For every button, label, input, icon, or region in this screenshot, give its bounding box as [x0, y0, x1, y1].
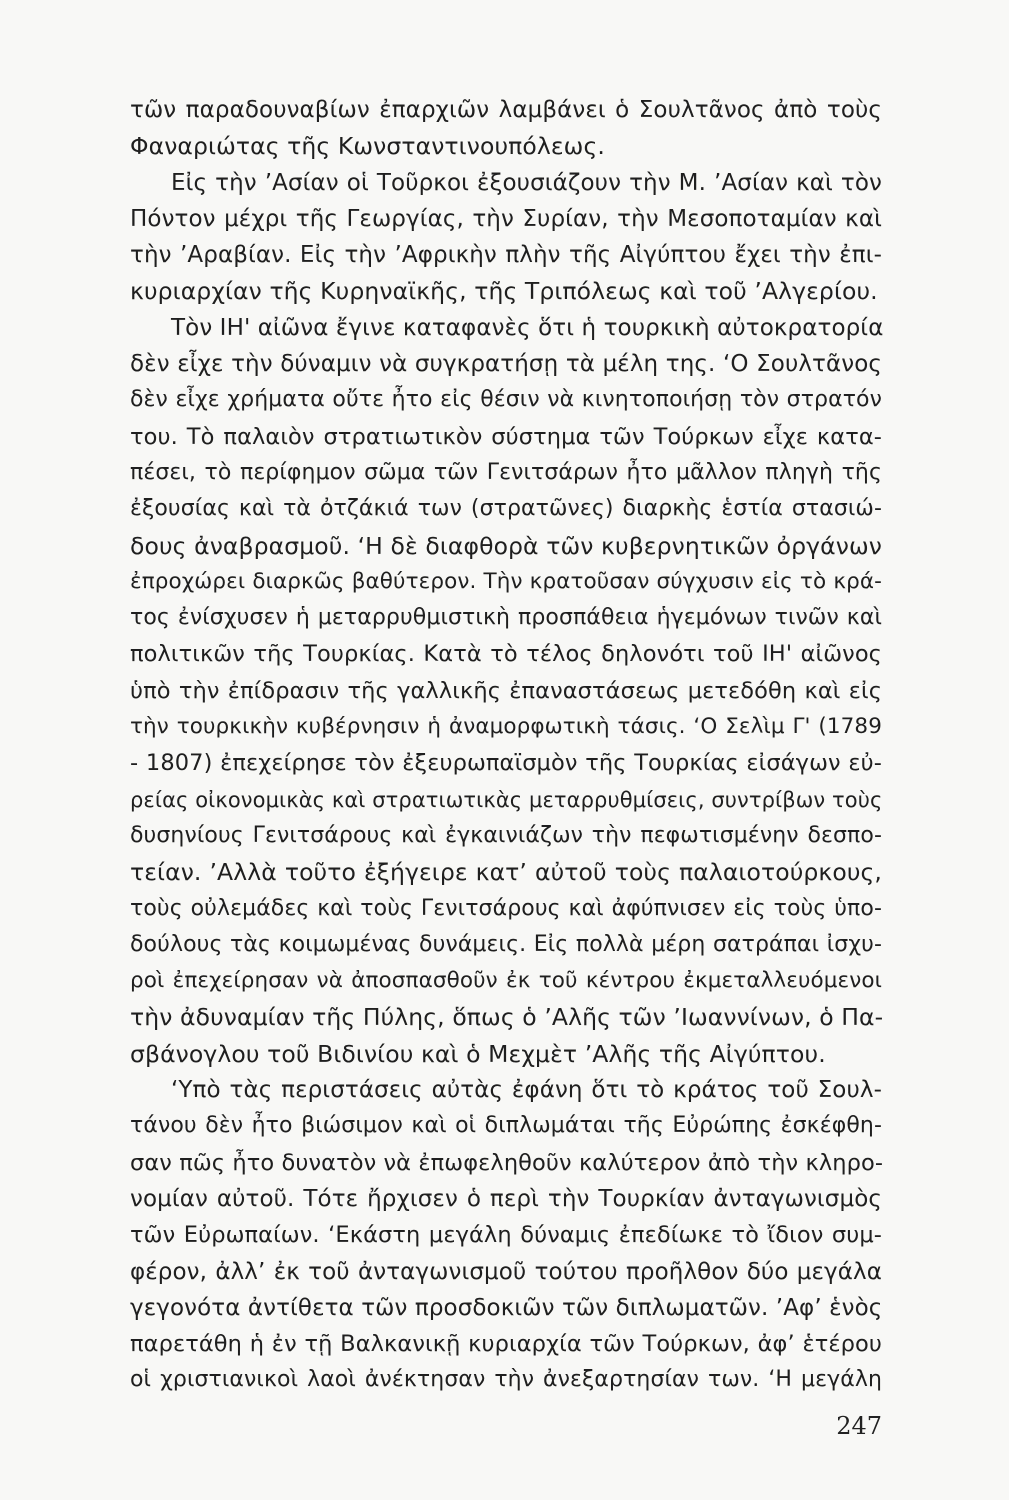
- text-line: παρετάθη ἡ ἐν τῇ Βαλκανικῇ κυριαρχία τῶν Τούρκων, ἀφ’ ἑτέρου: [130, 1331, 882, 1358]
- text-line: δους ἀναβρασμοῦ. ‘Η δὲ διαφθορὰ τῶν κυβερνητικῶν ὀργάνων: [130, 531, 882, 560]
- text-line: σαν πῶς ἦτο δυνατὸν νὰ ἐπωφεληθοῦν καλύτερον ἀπὸ τὴν κληρο-: [130, 1149, 884, 1176]
- text-line: δὲν εἶχε χρήματα οὔτε ἦτο εἰς θέσιν νὰ κινητοποιήσῃ τὸν στρατόν: [130, 387, 882, 413]
- text-line: Τὸν ΙΗ' αἰῶνα ἔγινε καταφανὲς ὅτι ἡ τουρκικὴ αὐτοκρατορία: [171, 314, 884, 341]
- paragraph: [130, 310, 882, 1072]
- text-line: τὴν ἀδυναμίαν τῆς Πύλης, ὅπως ὁ ’Αλῆς τῶν ’Ιωαννίνων, ὁ Πα-: [130, 1003, 884, 1032]
- text-line: τῶν παραδουναβίων ἐπαρχιῶν λαμβάνει ὁ Σουλτᾶνος ἀπὸ τοὺς: [130, 97, 882, 123]
- text-line: πολιτικῶν τῆς Τουρκίας. Κατὰ τὸ τέλος δηλονότι τοῦ ΙΗ' αἰῶνος: [130, 641, 882, 668]
- text-line: δούλους τὰς κοιμωμένας δυνάμεις. Εἰς πολλὰ μέρη σατράπαι ἰσχυ-: [130, 931, 882, 957]
- text-line: πέσει, τὸ περίφημον σῶμα τῶν Γενιτσάρων ἦτο μᾶλλον πληγὴ τῆς: [130, 459, 882, 485]
- text-line: γεγονότα ἀντίθετα τῶν προσδοκιῶν τῶν διπλωματῶν. ’Αφ’ ἑνὸς: [130, 1294, 883, 1321]
- text-line: σβάνογλου τοῦ Βιδινίου καὶ ὁ Μεχμὲτ ’Αλῆς τῆς Αἰγύπτου.: [130, 1039, 826, 1068]
- text-line: δυσηνίους Γενιτσάρους καὶ ἐγκαινιάζων τὴν πεφωτισμένην δεσπο-: [130, 822, 882, 848]
- page-number: 247: [836, 1412, 882, 1440]
- text-line: τῶν Εὐρωπαίων. ‘Εκάστη μεγάλη δύναμις ἐπεδίωκε τὸ ἴδιον συμ-: [130, 1222, 882, 1249]
- text-line: τὴν ’Αραβίαν. Εἰς τὴν ’Αφρικὴν πλὴν τῆς Αἰγύπτου ἔχει τὴν ἐπι-: [130, 242, 882, 269]
- text-line: ροὶ ἐπεχείρησαν νὰ ἀποσπασθοῦν ἐκ τοῦ κέντρου ἐκμεταλλευόμενοι: [130, 968, 882, 994]
- text-line: Εἰς τὴν ’Ασίαν οἱ Τοῦρκοι ἐξουσιάζουν τὴν Μ. ’Ασίαν καὶ τὸν: [171, 169, 882, 196]
- text-line: ρείας οἰκονομικὰς καὶ στρατιωτικὰς μεταρρυθμίσεις, συντρίβων τοὺς: [130, 787, 883, 812]
- text-line: ἐξουσίας καὶ τὰ ὀτζάκιά των (στρατῶνες) διαρκὴς ἑστία στασιώ-: [130, 496, 882, 522]
- text-line: τείαν. ’Αλλὰ τοῦτο ἐξήγειρε κατ’ αὐτοῦ τοὺς παλαιοτούρκους,: [130, 858, 882, 887]
- text-line: τάνου δὲν ἦτο βιώσιμον καὶ οἱ διπλωμάται τῆς Εὐρώπης ἐσκέφθη-: [130, 1113, 882, 1139]
- text-line: ὑπὸ τὴν ἐπίδρασιν τῆς γαλλικῆς ἐπαναστάσεως μετεδόθη καὶ εἰς: [130, 677, 882, 704]
- paragraph: [130, 165, 882, 310]
- text-line: κυριαρχίαν τῆς Κυρηναϊκῆς, τῆς Τριπόλεως καὶ τοῦ ’Αλγερίου.: [130, 277, 878, 306]
- text-line: Φαναριώτας τῆς Κωνσταντινουπόλεως.: [130, 132, 605, 161]
- text-line: φέρον, ἀλλ’ ἐκ τοῦ ἀνταγωνισμοῦ τούτου προῆλθον δύο μεγάλα: [130, 1258, 882, 1285]
- paragraph: [130, 92, 882, 165]
- paragraph: [130, 1072, 882, 1399]
- text-line: Πόντον μέχρι τῆς Γεωργίας, τὴν Συρίαν, τὴν Μεσοποταμίαν καὶ: [130, 205, 882, 232]
- text-line: - 1807) ἐπεχείρησε τὸν ἐξευρωπαϊσμὸν τῆς Τουρκίας εἰσάγων εὐ-: [130, 750, 882, 777]
- text-line: τος ἐνίσχυσεν ἡ μεταρρυθμιστικὴ προσπάθεια ἡγεμόνων τινῶν καὶ: [130, 605, 882, 631]
- text-line: δὲν εἶχε τὴν δύναμιν νὰ συγκρατήσῃ τὰ μέλη της. ‘Ο Σουλτᾶνος: [130, 351, 882, 378]
- text-line: ἐπροχώρει διαρκῶς βαθύτερον. Τὴν κρατοῦσαν σύγχυσιν εἰς τὸ κρά-: [130, 568, 882, 594]
- text-line: τὴν τουρκικὴν κυβέρνησιν ἡ ἀναμορφωτικὴ τάσις. ‘Ο Σελὶμ Γ' (1789: [130, 714, 882, 740]
- text-line: ‘Υπὸ τὰς περιστάσεις αὐτὰς ἐφάνη ὅτι τὸ κράτος τοῦ Σουλ-: [171, 1077, 882, 1104]
- text-line: οἱ χριστιανικοὶ λαοὶ ἀνέκτησαν τὴν ἀνεξαρτησίαν των. ‘Η μεγάλη: [130, 1367, 882, 1393]
- text-line: του. Τὸ παλαιὸν στρατιωτικὸν σύστημα τῶν Τούρκων εἶχε κατα-: [130, 423, 882, 450]
- body-text: [130, 92, 882, 1399]
- text-line: νομίαν αὐτοῦ. Τότε ἤρχισεν ὁ περὶ τὴν Τουρκίαν ἀνταγωνισμὸς: [130, 1185, 882, 1212]
- text-line: τοὺς οὐλεμάδες καὶ τοὺς Γενιτσάρους καὶ ἀφύπνισεν εἰς τοὺς ὑπο-: [130, 895, 882, 921]
